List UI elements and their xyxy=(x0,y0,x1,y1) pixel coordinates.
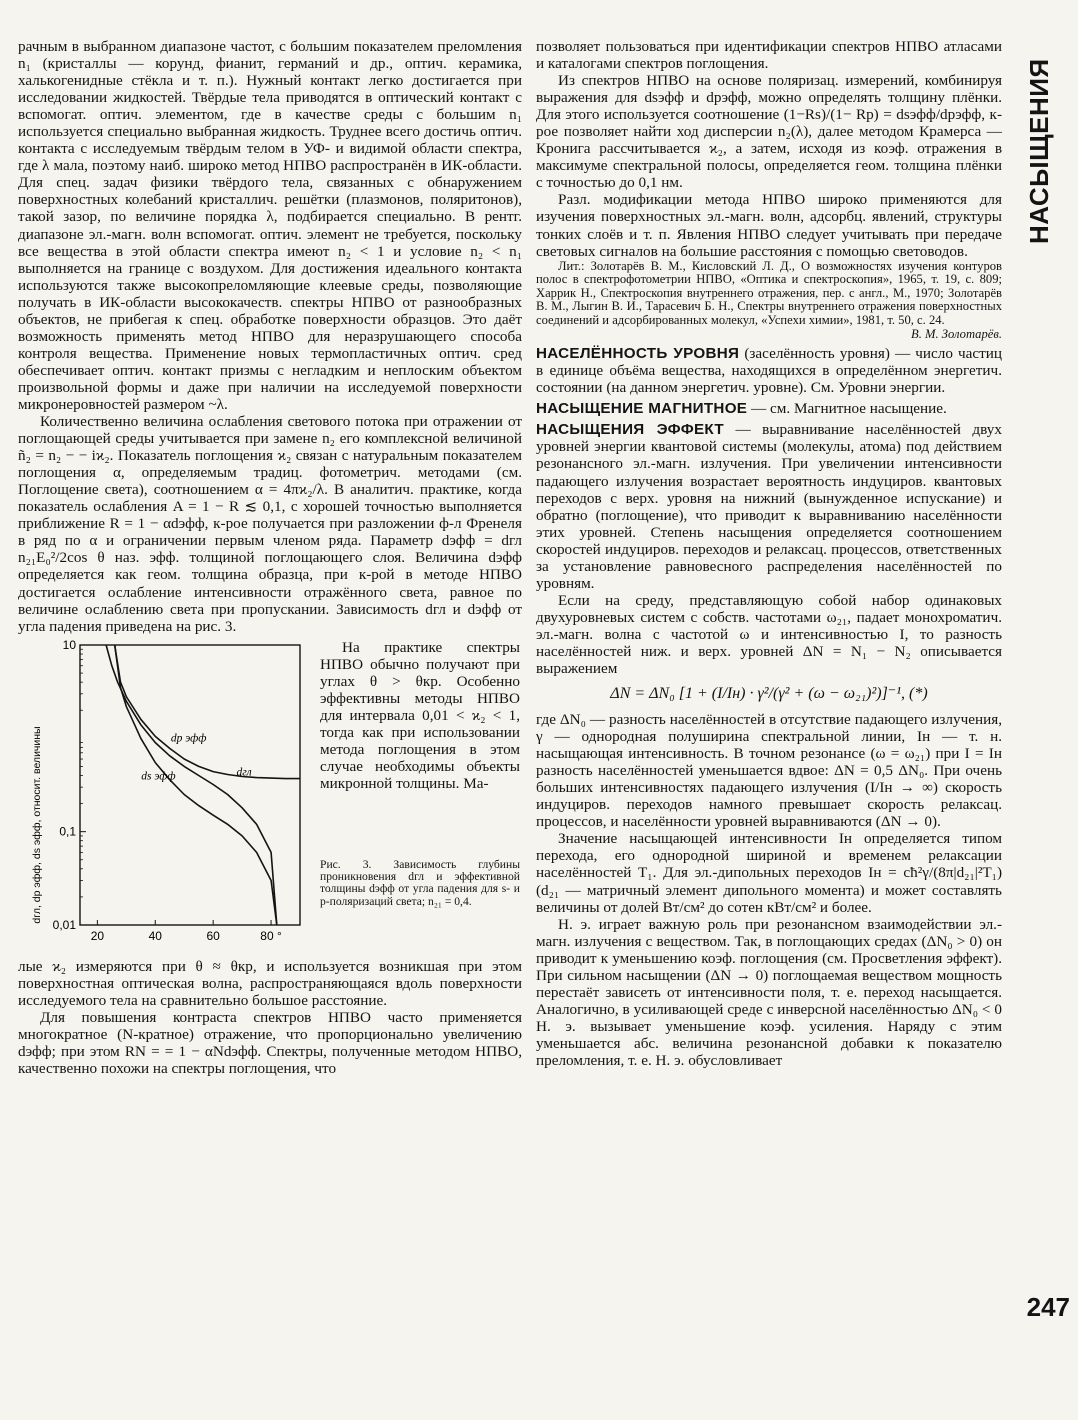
figure-caption: Рис. 3. Зависимость глубины проникновения dгл и эффективной толщины dэфф от угла падения для s- и p-поляризаций света; n₂₁ = 0,4. xyxy=(320,857,520,908)
entry-nasyshcheniya-effekt xyxy=(536,421,1002,591)
right-column xyxy=(536,38,1002,1069)
series-label-1: dр эфф xyxy=(170,732,207,745)
x-tick-label: 60 xyxy=(206,928,220,943)
series-label-2: ds эфф xyxy=(141,770,176,783)
figure-side-text xyxy=(320,639,520,792)
paragraph: рачным в выбранном диапазоне частот, с большим показателем преломления n₁ (кристаллы — корунд, фианит, германий и др., оптич. керамика, халькогенидные стёкла и т. п.). Нужный контакт легко достигается при исследовании жидкостей. Твёрдые тела приводятся в оптический контакт с вспомогат. оптич. элементом, где в качестве среды с большим n₁ используется специально выбранная жидкость. Труднее всего достичь оптич. контакта с исследуемым твёрдым телом в УФ- и видимой области спектра, где λ мала, поэтому наиб. широко метод НПВО распространён в ИК-области. Для спец. задач физики твёрдого тела, связанных с обнаружением поверхностных колебаний кристаллич. решётки (плазмонов, поляритонов), такой зазор, по величине порядка λ, подбирается специально. В рентг. диапазоне эл.-магн. волн вспомогат. оптич. элемент не требуется, поскольку все вещества в этой области спектра имеют n₂ < 1 и условие n₂ < n₁ выполняется на границе с воздухом. Для достижения идеального контакта используются также высокопреломляющие клеевые среды, позволяющие получать в ИК-области высококачеств. спектры НПВО от разнообразных объектов, не прибегая к спец. обработке поверхности образцов. Это даёт возможность применять метод НПВО для неразрушающего способа контроля вещества. Применение новых термопластичных оптич. сред обеспечивает оптич. контакт призмы с негладким и неплоским объектом произвольной формы и даже при наличии на исследуемой поверхности микронеровностей размером ~λ. xyxy=(18,38,522,413)
series-line-0 xyxy=(115,645,300,779)
paragraph: где ΔN₀ — разность населённостей в отсутствие падающего излучения, γ — однородная полуширина спектральной линии, Iн — т. н. насыщающая интенсивность. В точном резонансе (ω = ω₂₁) при I = Iн разность населённостей уменьшается вдвое: ΔN = 0,5 ΔN₀. При очень больших интенсивностях падающего излучения (I/Iн → ∞) скорость индуциров. переходов намного превышает скорость релаксац. процессов, и населённости уровней выравниваются (ΔN → 0). xyxy=(536,711,1002,831)
paragraph: Разл. модификации метода НПВО широко применяются для изучения поверхностных эл.-магн. волн, адсорбц. явлений, структуры тонких слоёв и т. п. Явления НПВО следует учитывать при передаче световых сигналов на большие расстояния с помощью световодов. xyxy=(536,191,1002,260)
figure-3 xyxy=(18,637,522,955)
figure-3-chart xyxy=(18,637,314,953)
paragraph: На практике спектры НПВО обычно получают при углах θ > θкр. Особенно эффективны методы НПВО для интервала 0,01 < ϰ₂ < 1, тогда как при использовании метода поглощения в этом случае необходимы объекты микронной толщины. Ма- xyxy=(320,638,520,793)
paragraph: Если на среду, представляющую собой набор одинаковых двухуровневых систем с собств. частотами ω₂₁, падает монохроматич. эл.-магн. волна с частотой ω и интенсивностью I, то разность населённостей ниж. и верх. уровней ΔN = N₁ − N₂ описывается выражением xyxy=(536,591,1002,678)
author-signature: В. М. Золотарёв. xyxy=(911,326,1002,341)
paragraph: Количественно величина ослабления светового потока при отражении от поглощающей среды учитывается при замене n₂ его комплексной величиной ñ₂ = n₂ − − iϰ₂. Показатель поглощения ϰ₂ связан с натуральным показателем поглощения α, определяемым традиц. фотометрич. методами (см. Поглощение света), соотношением α = 4πϰ₂/λ. В аналитич. практике, когда показатель ослабления A = 1 − R ≲ 0,1, с хорошей точностью выполняется приближение R = 1 − αdэфф, к-рое получается при разложении ф-л Френеля в ряд по α и ограничении первым членом ряда. Параметр dэфф = dгл n₂₁E₀²/2cos θ наз. эфф. толщиной поглощающего слоя. Величина dэфф определяется как геом. толщина образца, при к-рой в методе НПВО достигается ослабление интенсивности отражённого света, равное по величине ослаблению света при пропускании. Зависимость dгл и dэфф от угла падения приведена на рис. 3. xyxy=(18,413,522,635)
plot-frame xyxy=(80,645,300,925)
paragraph: Н. э. играет важную роль при резонансном взаимодействии эл.-магн. излучения с веществом. Так, в поглощающих средах (ΔN₀ > 0) он приводит к уменьшению коэф. поглощения (см. Просветления эффект). При сильном насыщении (ΔN → 0) поглощаемая веществом мощность перестаёт зависеть от интенсивности поля, т. е. переход насыщается. Аналогично, в усиливающей среде с инверсной населённостью ΔN₀ < 0 Н. э. вызывает уменьшение коэф. усиления. Наряду с этим уменьшается абс. величина резонансной добавки к показателю преломления, т. е. Н. э. обусловливает xyxy=(536,915,1002,1069)
x-tick-label: 40 xyxy=(148,928,162,943)
running-head: НАСЫЩЕНИЯ xyxy=(1024,58,1054,244)
y-axis-label: dгл, dр эфф, ds эфф, относит. величины xyxy=(31,726,43,924)
entry-headword: НАСЫЩЕНИЕ МАГНИТНОЕ xyxy=(536,400,748,418)
paragraph: Для повышения контраста спектров НПВО часто применяется многократное (N-кратное) отражение, что пропорционально увеличению dэфф; при этом RN = = 1 − αNdэфф. Спектры, полученные методом НПВО, качественно похожи на спектры поглощения, что xyxy=(18,1008,522,1077)
paragraph: позволяет пользоваться при идентификации спектров НПВО атласами и каталогами спектров поглощения. xyxy=(536,38,1002,73)
entry-nasyshchenie-magnitnoe xyxy=(536,400,1002,417)
paragraph: лые ϰ₂ измеряются при θ ≈ θкр, и используется возникшая при этом поверхностная оптическая волна, распространяющаяся вдоль поверхности исследуемого тела на сравнительно большое расстояние. xyxy=(18,957,522,1009)
x-tick-label: 20 xyxy=(90,928,105,943)
y-tick-label: 0,1 xyxy=(59,824,76,839)
x-tick-label: 80 ° xyxy=(260,928,282,943)
y-tick-label: 0,01 xyxy=(52,917,76,932)
series-line-1 xyxy=(106,645,277,925)
paragraph: Значение насыщающей интенсивности Iн определяется типом перехода, его однородной шириной и временем релаксации населённостей T₁. Для эл.-дипольных переходов Iн = cħ²γ/(8π|d₂₁|²T₁) (d₂₁ — матричный элемент дипольного момента) и может составлять величины от долей Вт/см² до сотен кВт/см² и более. xyxy=(536,830,1002,916)
paragraph: Из спектров НПВО на основе поляризац. измерений, комбинируя выражения для dsэфф и dpэфф, можно определять толщину плёнки. Для этого используется соотношение (1−Rs)/(1− Rp) = dsэфф/dpэфф, к-рое позволяет найти ход дисперсии n₂(λ), далее методом Крамерса — Кронига рассчитывается ϰ₂, а затем, исходя из коэф. отражения в максимуме спектральной полосы, определяется геом. толщина плёнки с точностью до 0,1 нм. xyxy=(536,72,1002,192)
literature: Лит.: Золотарёв В. М., Кисловский Л. Д., О возможностях изучения контуров полос в спектрофотометрии НПВО, «Оптика и спектроскопия», 1965, т. 19, с. 809; Харрик Н., Спектроскопия внутреннего отражения, пер. с англ., М., 1970; Золотарёв В. М., Лыгин В. И., Тарасевич Б. Н., Спектры внутреннего отражения поверхностных соединений и адсорбированных молекул, «Успехи химии», 1981, т. 50, с. 24. xyxy=(536,258,1002,327)
entry-body: (заселённость уровня) — число частиц в единице объёма вещества, находящихся в определённом энергетич. состоянии (на данном энергетич. уровне). См. Уровни энергии. xyxy=(536,345,1003,397)
series-label-0: dгл xyxy=(236,766,252,779)
entry-body: — см. Магнитное насыщение. xyxy=(751,400,947,418)
left-column xyxy=(18,38,522,1077)
entry-headword: НАСЫЩЕНИЯ ЭФФЕКТ xyxy=(536,421,724,439)
y-tick-label: 10 xyxy=(62,637,76,652)
formula: ΔN = ΔN₀ [1 + (I/Iн) · γ²/(γ² + (ω − ω₂₁)²)]⁻¹, (*) xyxy=(610,685,928,703)
entry-body: — выравнивание населённостей двух уровней энергии квантовой системы (молекулы, атома) под действием резонансного эл.-магн. излучения. При увеличении интенсивности падающего излучения возрастает вероятность индуциров. квантовых переходов с верх. уровня на нижний (вынужденное испускание) и обратно (поглощение), что приводит к выравниванию населённости этих уровней. Степень насыщения определяется соотношением скоростей индуциров. переходов и релаксац. процессов, ответственных за установление равновесного распределения населённостей по уровням. xyxy=(536,421,1002,592)
entry-headword: НАСЕЛЁННОСТЬ УРОВНЯ xyxy=(536,345,740,363)
series-line-2 xyxy=(115,645,277,925)
page-number: 247 xyxy=(1026,1292,1070,1322)
entry-naselennost xyxy=(536,345,1002,396)
